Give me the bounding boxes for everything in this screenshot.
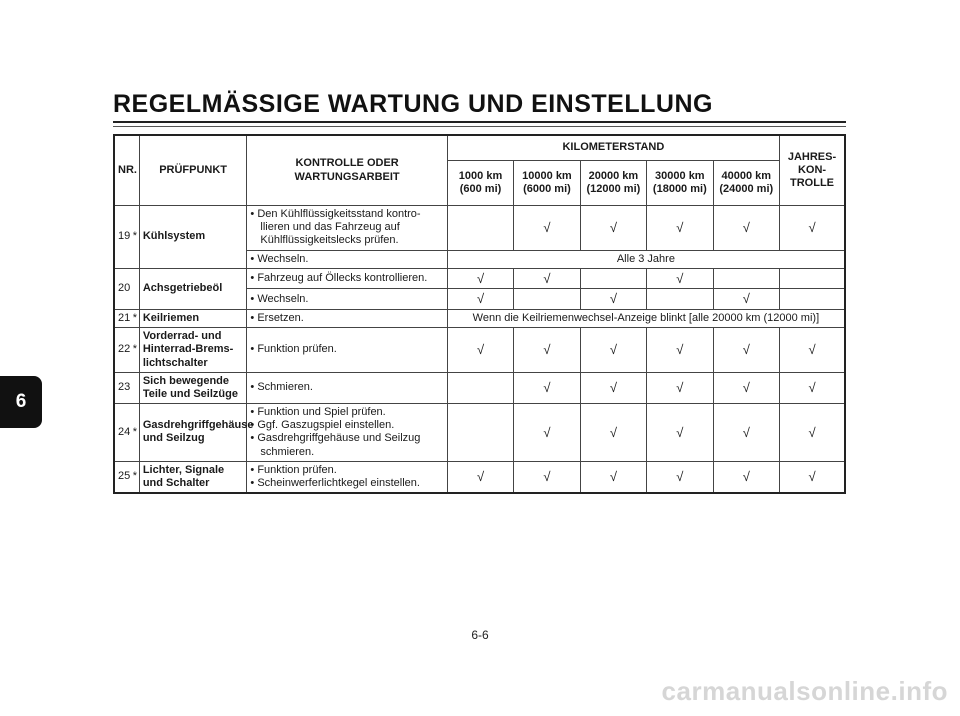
header-mi-value: (600 mi) [459,183,502,195]
check-cell: √ [713,289,779,310]
row-task [247,309,447,327]
check-cell [447,206,513,251]
task-line: • Funktion prüfen. [250,343,337,356]
row-task [247,268,447,289]
row-number: 24 [114,404,131,462]
check-cell [447,404,513,462]
check-cell: √ [514,372,580,403]
row-asterisk: * [131,461,139,493]
header-km-2 [580,161,646,206]
task-line: • Scheinwerferlichtkegel einstellen. [250,477,420,489]
check-cell: √ [514,206,580,251]
row-check-item: Keilriemen [139,309,247,327]
row-asterisk [131,268,139,309]
task-line: • Ersetzen. [250,311,304,324]
task-line: • Funktion und Spiel prüfen. [250,406,386,419]
row-task [247,404,447,462]
header-km-1 [514,161,580,206]
check-cell: √ [514,268,580,289]
check-cell: √ [580,461,646,493]
check-cell: √ [713,372,779,403]
check-cell: √ [713,461,779,493]
header-km-value: 40000 km [721,169,772,182]
header-mi-value: (12000 mi) [586,183,641,195]
header-mi-value: (6000 mi) [523,183,571,195]
row-check-item: Vorderrad- und Hinterrad-Brems-lichtschalter [139,328,247,373]
header-km-value: 1000 km [458,169,503,182]
header-item: PRÜFPUNKT [139,135,247,206]
check-cell: √ [780,372,845,403]
check-cell: √ [647,268,713,289]
check-cell [713,268,779,289]
header-km-4 [713,161,779,206]
row-number: 25 [114,461,131,493]
check-cell: √ [580,328,646,373]
check-cell: √ [447,461,513,493]
check-cell: √ [713,404,779,462]
check-cell: √ [580,206,646,251]
watermark: carmanualsonline.info [661,676,948,706]
table-row [114,404,845,462]
table-row [114,328,845,373]
check-cell: √ [580,372,646,403]
page-number: 6-6 [471,628,489,642]
header-task: KONTROLLE ODER WARTUNGSARBEIT [247,135,447,206]
header-nr: NR. [114,135,139,206]
header-annual: JAHRES-KON-TROLLE [780,135,845,206]
row-task [247,461,447,493]
header-km-3 [647,161,713,206]
row-check-item: Kühlsystem [139,206,247,269]
check-cell: √ [514,404,580,462]
table-row [114,372,845,403]
table-row [114,461,845,493]
row-task [247,206,447,251]
row-task [247,289,447,310]
task-line: • Funktion prüfen. [250,463,337,476]
row-asterisk: * [131,309,139,327]
header-km-value: 20000 km [588,169,639,182]
row-asterisk [131,372,139,403]
check-cell [580,268,646,289]
title-rule-thin [113,126,846,127]
check-cell: √ [647,206,713,251]
task-line: • Gasdrehgriffgehäuse und Seilzug schmieren. [250,432,421,458]
row-asterisk: * [131,328,139,373]
check-cell: √ [780,404,845,462]
check-cell: √ [514,328,580,373]
check-cell: √ [647,404,713,462]
check-cell: √ [780,461,845,493]
task-line: • Ggf. Gaszugspiel einstellen. [250,419,395,432]
header-km-group: KILOMETERSTAND [447,135,779,161]
task-line: • Den Kühlflüssigkeitsstand kontro-llieren und das Fahrzeug auf Kühlflüssigkeitslecks prüfen. [250,208,421,247]
row-check-item: Gasdrehgriffgehäuse und Seilzug [139,404,247,462]
check-cell: √ [580,289,646,310]
row-asterisk: * [131,206,139,269]
row-number: 20 [114,268,131,309]
check-cell [780,268,845,289]
chapter-tab[interactable]: 6 [0,376,42,428]
check-cell: √ [647,461,713,493]
row-check-item: Sich bewegende Teile und Seilzüge [139,372,247,403]
check-cell: √ [580,404,646,462]
check-cell: √ [713,206,779,251]
check-cell: √ [447,289,513,310]
check-cell: √ [647,372,713,403]
task-line: • Fahrzeug auf Öllecks kontrollieren. [250,271,428,284]
row-number: 22 [114,328,131,373]
interval-note: Alle 3 Jahre [447,250,845,268]
header-km-value: 30000 km [655,169,705,182]
header-mi-value: (24000 mi) [719,183,774,195]
row-number: 21 [114,309,131,327]
row-task [247,250,447,268]
check-cell: √ [780,328,845,373]
row-asterisk: * [131,404,139,462]
table-row [114,309,845,327]
interval-note: Wenn die Keilriemenwechsel-Anzeige blinkt [alle 20000 km (12000 mi)] [447,309,845,327]
check-cell: √ [447,268,513,289]
check-cell [780,289,845,310]
task-line: • Wechseln. [250,292,309,305]
row-number: 23 [114,372,131,403]
title-rule [113,121,846,123]
check-cell: √ [780,206,845,251]
check-cell: √ [713,328,779,373]
check-cell: √ [447,328,513,373]
row-check-item: Lichter, Signale und Schalter [139,461,247,493]
maintenance-table [113,134,846,494]
row-task [247,328,447,373]
header-km-value: 10000 km [522,169,572,182]
task-line: • Wechseln. [250,252,309,265]
row-number: 19 [114,206,131,269]
table-row [114,206,845,251]
check-cell: √ [647,328,713,373]
header-km-0 [447,161,513,206]
check-cell [447,372,513,403]
page-title: REGELMÄSSIGE WARTUNG UND EINSTELLUNG [113,90,713,118]
row-task [247,372,447,403]
check-cell [647,289,713,310]
task-line: • Schmieren. [250,381,313,394]
check-cell [514,289,580,310]
check-cell: √ [514,461,580,493]
row-check-item: Achsgetriebeöl [139,268,247,309]
table-row [114,268,845,289]
header-mi-value: (18000 mi) [652,183,707,195]
